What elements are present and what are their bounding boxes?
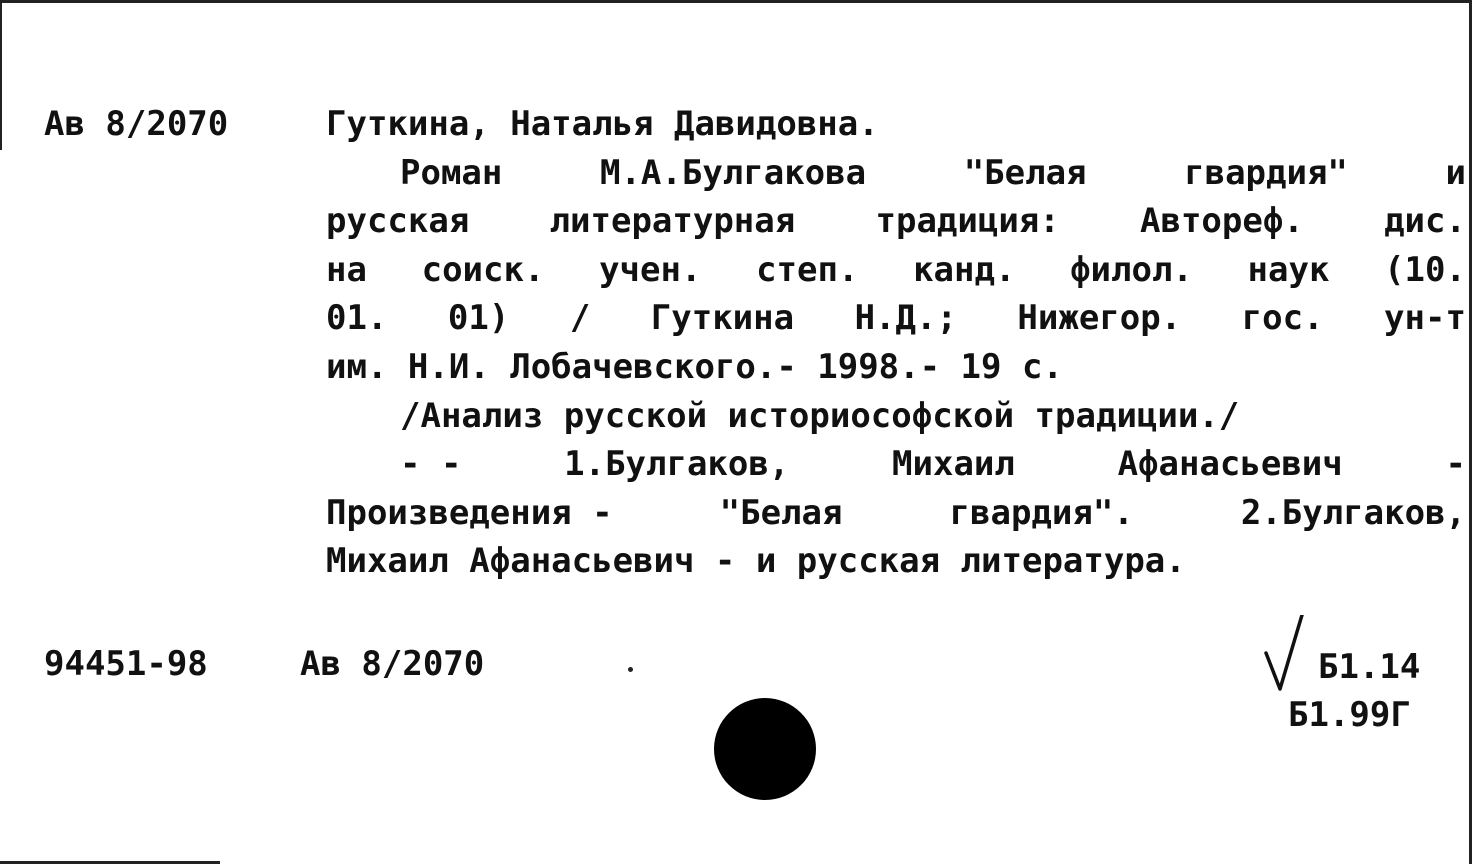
classification-code-2: Б1.99Г: [1288, 695, 1411, 735]
shelf-mark-bottom: Ав 8/2070: [300, 644, 485, 684]
card-left-border: [0, 0, 2, 150]
title-word: /: [569, 298, 591, 339]
title-word: Н.Д.;: [854, 298, 957, 339]
title-word: филол.: [1070, 249, 1193, 290]
title-word: русская: [326, 201, 470, 242]
record-body: [326, 100, 1466, 586]
title-word: Гуткина: [650, 298, 795, 339]
title-word: ун-т: [1384, 298, 1466, 339]
shelf-mark: Ав 8/2070: [44, 104, 229, 144]
title-line-2: [326, 197, 1466, 246]
title-word: Автореф.: [1140, 201, 1304, 242]
classification-code-1: Б1.14: [1318, 647, 1421, 687]
subject-line-1: [326, 440, 1466, 489]
check-radical-icon: [1262, 615, 1322, 695]
title-word: гвардия": [1184, 152, 1348, 193]
title-word: учен.: [599, 249, 702, 290]
subject-line-3: Михаил Афанасьевич - и русская литература.: [326, 541, 1186, 582]
title-word: Нижегор.: [1017, 298, 1182, 339]
punch-hole: [714, 698, 816, 800]
classification-block: [1262, 615, 1462, 745]
title-word: М.А.Булгакова: [599, 152, 867, 193]
subject-word: 2.Булгаков,: [1240, 492, 1466, 533]
title-word: традиция:: [875, 201, 1060, 242]
title-word: степ.: [756, 249, 859, 290]
title-word: на: [326, 249, 367, 290]
title-word: 01): [447, 298, 510, 339]
title-word: литературная: [549, 201, 796, 242]
subject-word: "Белая: [719, 492, 843, 533]
title-line-4: [326, 294, 1466, 343]
subject-word: Афанасьевич: [1117, 444, 1343, 485]
annotation: /Анализ русской историософской традиции./: [400, 395, 1240, 436]
subject-word: -: [1445, 444, 1466, 485]
title-line-5: им. Н.И. Лобачевского.- 1998.- 19 с.: [326, 346, 1063, 387]
title-word: и: [1445, 152, 1466, 193]
title-line-1: [326, 149, 1466, 198]
title-word: Роман: [400, 152, 503, 193]
subject-line-2: [326, 489, 1466, 538]
title-word: соиск.: [421, 249, 545, 290]
author-heading: Гуткина, Наталья Давидовна.: [326, 104, 879, 144]
subject-word: Михаил: [892, 444, 1015, 485]
subject-word: 1.Булгаков,: [564, 444, 790, 485]
title-word: (10.: [1384, 249, 1466, 290]
title-word: наук: [1247, 249, 1330, 290]
ink-dot: [628, 667, 633, 672]
subject-word: Произведения -: [326, 492, 613, 533]
title-word: 01.: [326, 298, 388, 339]
subject-word: - -: [400, 444, 462, 485]
title-word: дис.: [1384, 201, 1466, 242]
title-word: канд.: [913, 249, 1016, 290]
title-word: "Белая: [963, 152, 1087, 193]
subject-word: гвардия".: [949, 492, 1134, 533]
title-line-3: [326, 246, 1466, 295]
inventory-number: 94451-98: [44, 644, 208, 684]
title-word: гос.: [1241, 298, 1324, 339]
card-top-border: [0, 0, 1472, 3]
